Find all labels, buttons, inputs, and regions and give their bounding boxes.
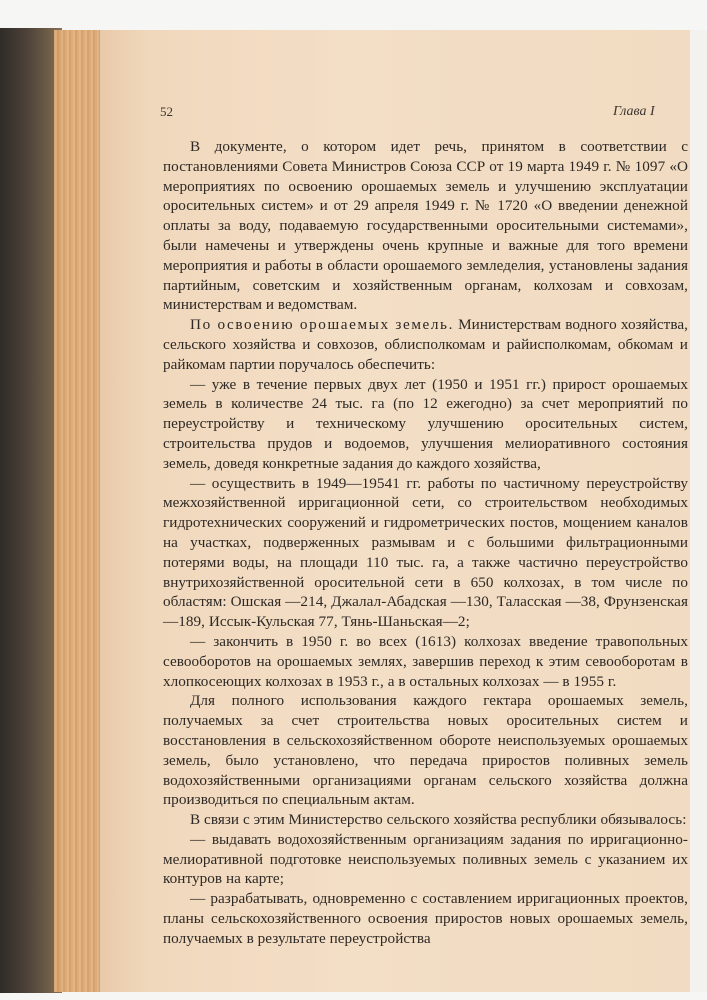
paragraph (163, 315, 688, 374)
paragraph: — выдавать водохозяйственным организациям задания по ирригационно-мелиоративной подготовке неиспользуемых поливных земель с указанием их контуров на карте; (163, 830, 688, 888)
paragraph-text: Министерствам водного хозяйства, сельского хозяйства и совхозов, облисполкомам и райисполкомам, обкомам и райкомам партии поручалось обеспечить: (163, 316, 688, 373)
book-spine-shadow (0, 28, 62, 993)
body-text (163, 137, 688, 949)
section-emphasis: По освоению орошаемых земель. (190, 316, 454, 334)
paragraph: В связи с этим Министерство сельского хозяйства республики обязывалось: (190, 811, 687, 829)
paragraph: — осуществить в 1949—19541 гг. работы по частичному переустройству межхозяйственной ирригационной сети, со строительством необходимых гидротехнических сооружений и гидрометрических постов, мощением каналов на участках, подверженных размывам и с большими фильтрационными потерями воды, на площади 110 тыс. га, а также частично переустройство внутрихозяйственной оросительной сети в 650 колхозах, в том числе по областям: Ошская —214, Джалал-Абадская —130, Таласская —38, Фрунзенская —189, Иссык-Кульская 77, Тянь-Шаньская—2; (163, 474, 688, 631)
paragraph: Для полного использования каждого гектара орошаемых земель, получаемых за счет строительства новых оросительных систем и восстановления в сельскохозяйственном обороте неиспользуемых орошаемых земель, было установлено, что передача приростов поливных земель водохозяйственными организациями органам сельского хозяйства должна производиться по специальным актам. (163, 692, 688, 809)
paragraph: — закончить в 1950 г. во всех (1613) колхозах введение травопольных севооборотов на орошаемых землях, завершив переход к этим севооборотам в хлопкосеющих колхозах в 1953 г., а в остальных колхозах — в 1955 г. (163, 632, 688, 690)
paragraph: — уже в течение первых двух лет (1950 и 1951 гг.) прирост орошаемых земель в количестве 24 тыс. га (по 12 ежегодно) за счет мероприятий по переустройству и техническому улучшению оросительных систем, строительства прудов и водоемов, улучшения мелиоративного состояния земель, доведя конкретные задания до каждого хозяйства, (163, 375, 688, 472)
paragraph: — разрабатывать, одновременно с составлением ирригационных проектов, планы сельскохозяйственного освоения приростов новых орошаемых земель, получаемых в результате переустройства (163, 890, 688, 947)
page-number: 52 (160, 104, 173, 119)
paragraph: В документе, о котором идет речь, принятом в соответствии с постановлениями Совета Министров Союза ССР от 19 марта 1949 г. № 1097 «О мероприятиях по освоению орошаемых земель и улучшению эксплуатации оросительных систем» и от 29 апреля 1949 г. № 1720 «О введении денежной оплаты за воду, подаваемую государственными оросительными системами», были намечены и утверждены очень крупные и важные для того времени мероприятия и работы в области орошаемого земледелия, установлены задания партийным, советским и хозяйственным органам, колхозам и совхозам, министерствам и ведомствам. (163, 138, 688, 314)
scan-right-margin (690, 30, 707, 992)
running-head: Глава I (613, 104, 655, 119)
